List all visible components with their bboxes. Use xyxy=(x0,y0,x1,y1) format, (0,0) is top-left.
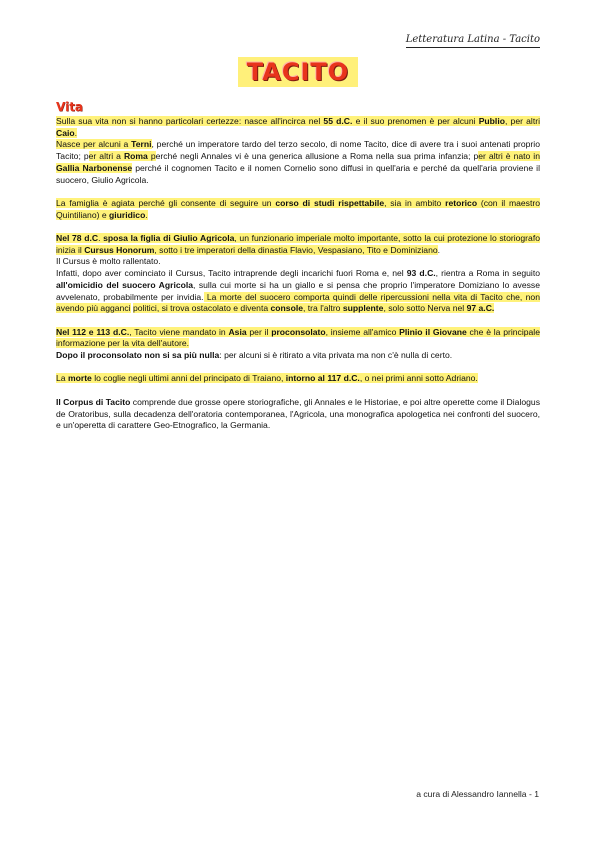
document-body xyxy=(56,100,540,432)
course-header: Letteratura Latina - Tacito xyxy=(406,34,540,48)
section-heading-vita: Vita xyxy=(56,100,84,114)
paragraph-marriage: Nel 78 d.C. sposa la figlia di Giulio Agricola, un funzionario imperiale molto importante, sotto la cui protezione lo storiografo inizia il Cursus Honorum, sotto i tre imperatori della dinastia Flavio, Vespasiano, Tito e Dominiziano. xyxy=(56,233,540,255)
paragraph-education: La famiglia è agiata perché gli consente di seguire un corso di studi rispettabile, sia in ambito retorico (con il maestro Quintiliano) e giuridico. xyxy=(56,197,541,220)
paragraph-proconsulate: Nel 112 e 113 d.C., Tacito viene mandato in Asia per il proconsolato, insieme all'amico Plinio il Giovane che è la principale informazione per la vita dell'autore. xyxy=(56,326,540,349)
paragraph-birth xyxy=(56,116,540,139)
highlight: Sulla sua vita non si hanno particolari certezze: nasce all'incirca nel 55 d.C. e il suo prenomen è per alcuni Publio, per altri Caio. xyxy=(56,116,540,138)
page-title: TACITO xyxy=(238,57,358,87)
page-footer: a cura di Alessandro Iannella - 1 xyxy=(416,789,539,799)
paragraph-corpus: Il Corpus di Tacito comprende due grosse opere storiografiche, gli Annales e le Historiae, e poi altre operette come il Dialogus de Oratoribus, sulla decadenza dell'oratoria contemporanea, l'Agricola, una monografica apologetica nei confronti del suocero, e un'operetta di carattere Geo-Etnografico, la Germania. xyxy=(56,396,541,431)
paragraph-agricola: Infatti, dopo aver cominciato il Cursus, Tacito intraprende degli incarichi fuori Roma e, nel 93 d.C., rientra a Roma in seguito all'omicidio del suocero Agricola, sulla cui morte si ha un giallo e si pensa che proprio l'imperatore Domiziano lo avesse avvelenato, probabilmente per invidia. La morte del suocero comporta quindi delle ripercussioni nella vita di Tacito che, non avendo più agganci politici, si trova ostacolato e diventa console, tra l'altro supplente, solo sotto Nerva nel 97 a.C. xyxy=(56,268,540,314)
paragraph-after-proconsulate: Dopo il proconsolato non si sa più nulla: per alcuni si è ritirato a vita privata ma non c'è nulla di certo. xyxy=(56,350,453,361)
paragraph-death: La morte lo coglie negli ultimi anni del principato di Traiano, intorno al 117 d.C., o nei primi anni sotto Adriano. xyxy=(56,373,478,384)
paragraph-birthplace: Nasce per alcuni a Terni, perché un imperatore tardo del terzo secolo, di nome Tacito, dice di avere tra i suoi antenati proprio Tacito; per altri a Roma perché negli Annales vi è una generica allusione a Roma nella sua prima infanzia; per altri è nato in Gallia Narbonense perché il cognomen Tacito e il nomen Cornelio sono diffusi in quell'aria e perché da quell'aria proviene il suocero, Giulio Agricola. xyxy=(56,139,540,185)
paragraph-cursus: Il Cursus è molto rallentato. xyxy=(56,256,161,267)
